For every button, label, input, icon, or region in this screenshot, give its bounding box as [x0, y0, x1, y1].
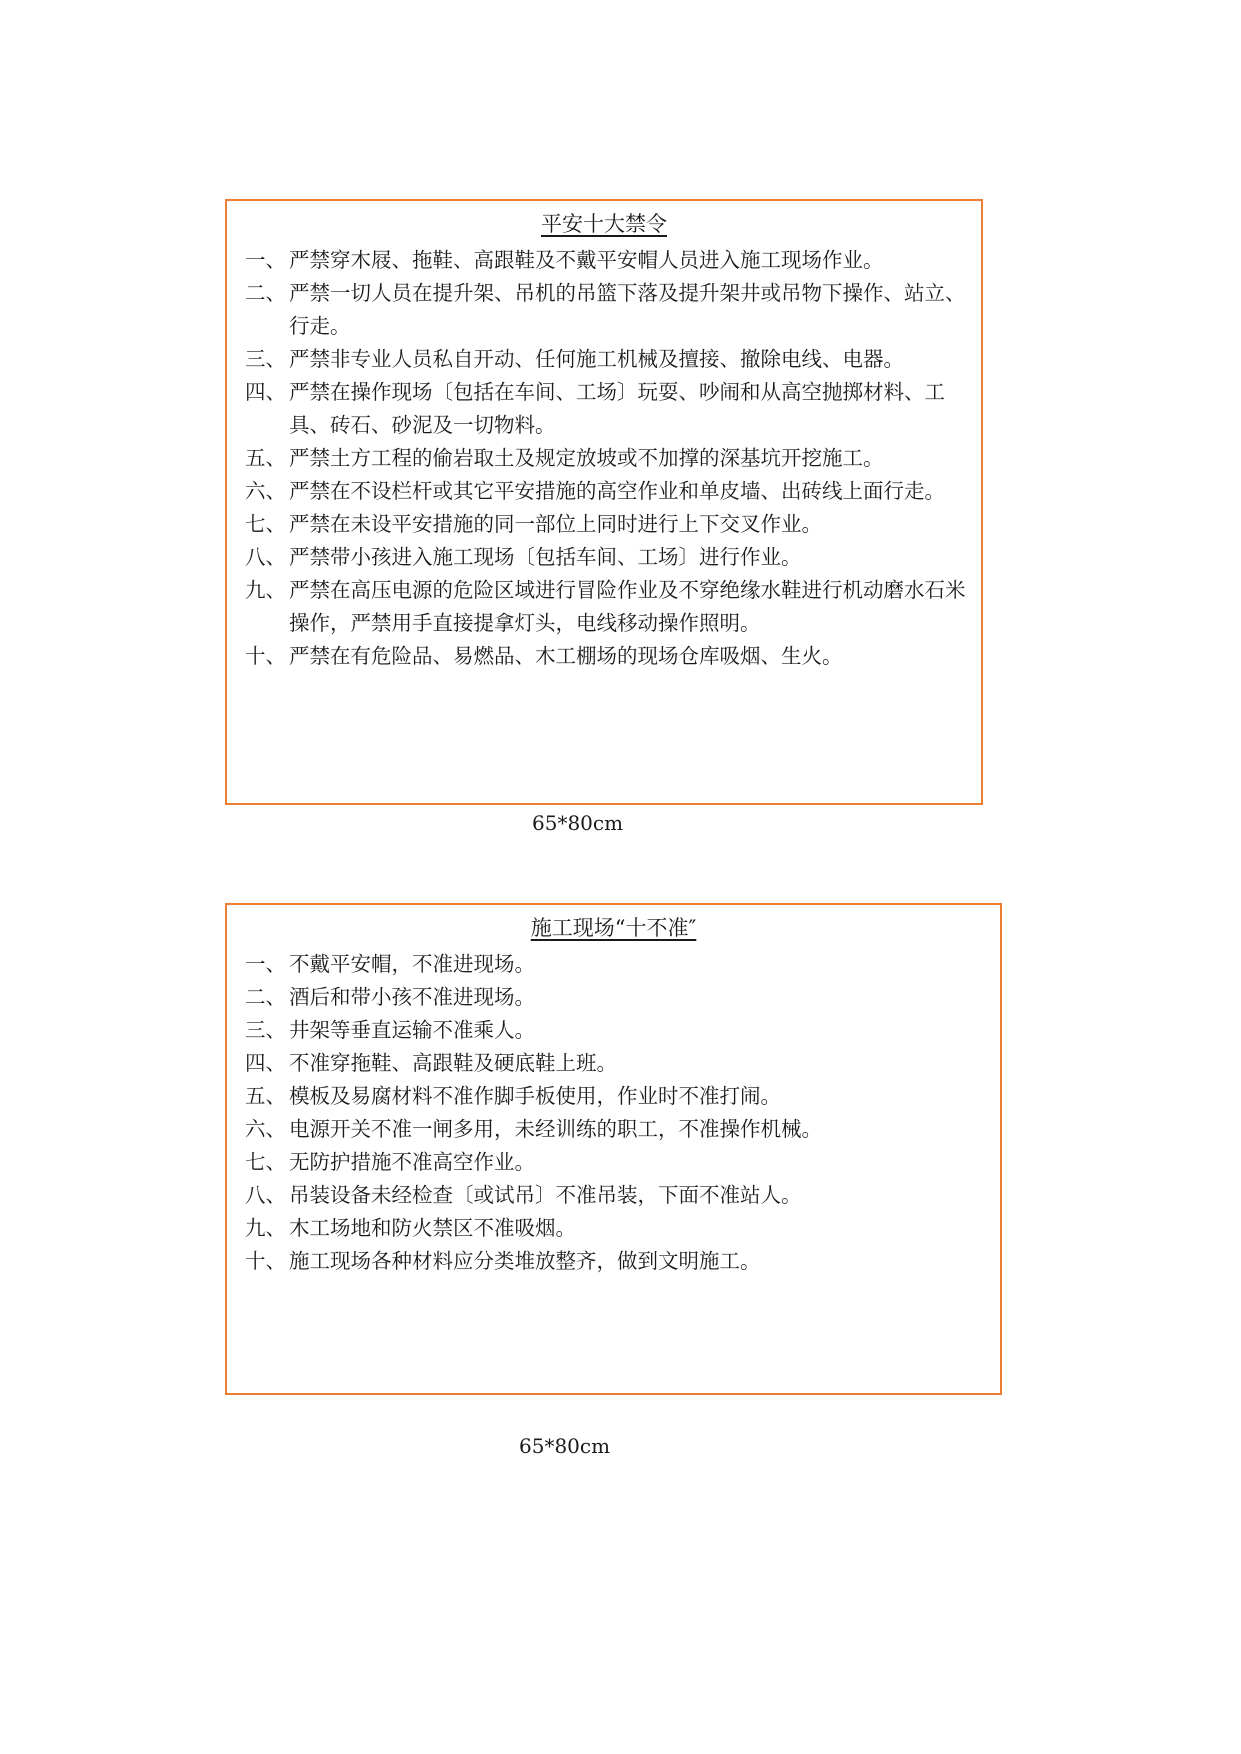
rule-number: 四、 — [245, 1051, 286, 1075]
rule-number: 四、 — [245, 380, 286, 404]
rule-number: 十、 — [245, 644, 286, 668]
rule-number: 三、 — [245, 347, 286, 371]
site-ten-rules-sign — [225, 903, 1002, 1395]
rule-item — [245, 508, 973, 541]
rule-text: 严禁在未设平安措施的同一部位上同时进行上下交叉作业。 — [289, 512, 822, 536]
rule-item — [245, 1179, 992, 1212]
rule-item — [245, 1047, 992, 1080]
rule-text: 严禁一切人员在提升架、吊机的吊篮下落及提升架井或吊物下操作、站立、行走。 — [289, 281, 966, 338]
rule-number: 七、 — [245, 512, 286, 536]
rule-number: 十、 — [245, 1249, 286, 1273]
rule-item — [245, 442, 973, 475]
rule-number: 五、 — [245, 1084, 286, 1108]
rule-number: 二、 — [245, 281, 286, 305]
size-caption: 65*80cm — [519, 1434, 611, 1458]
rule-text: 模板及易腐材料不准作脚手板使用，作业时不准打闹。 — [289, 1084, 781, 1108]
rule-item — [245, 376, 973, 442]
rule-text: 无防护措施不准高空作业。 — [289, 1150, 535, 1174]
rule-number: 九、 — [245, 1216, 286, 1240]
sign-title: 施工现场“十不准″ — [530, 916, 697, 940]
rule-number: 二、 — [245, 985, 286, 1009]
rule-item — [245, 948, 992, 981]
rule-item — [245, 1245, 992, 1278]
rule-item — [245, 1014, 992, 1047]
rule-text: 电源开关不准一闸多用，未经训练的职工，不准操作机械。 — [289, 1117, 822, 1141]
rule-text: 严禁在有危险品、易燃品、木工棚场的现场仓库吸烟、生火。 — [289, 644, 843, 668]
rule-item — [245, 277, 973, 343]
safety-prohibitions-sign — [225, 199, 983, 805]
rule-number: 六、 — [245, 1117, 286, 1141]
rule-item — [245, 1212, 992, 1245]
rule-text: 井架等垂直运输不准乘人。 — [289, 1018, 535, 1042]
rule-number: 九、 — [245, 578, 286, 602]
rule-item — [245, 981, 992, 1014]
rule-item — [245, 541, 973, 574]
rules-list — [245, 948, 992, 1278]
rules-list — [245, 244, 973, 673]
rule-number: 六、 — [245, 479, 286, 503]
rule-number: 八、 — [245, 1183, 286, 1207]
rule-text: 严禁非专业人员私自开动、任何施工机械及擅接、撤除电线、电器。 — [289, 347, 904, 371]
rule-number: 七、 — [245, 1150, 286, 1174]
rule-text: 严禁在操作现场〔包括在车间、工场〕玩耍、吵闹和从高空抛掷材料、工具、砖石、砂泥及一切物料。 — [289, 380, 945, 437]
sign-title: 平安十大禁令 — [541, 212, 667, 236]
rule-number: 五、 — [245, 446, 286, 470]
rule-text: 严禁在不设栏杆或其它平安措施的高空作业和单皮墙、出砖线上面行走。 — [289, 479, 945, 503]
rule-item — [245, 1113, 992, 1146]
rule-text: 吊装设备未经检查〔或试吊〕不准吊装，下面不准站人。 — [289, 1183, 802, 1207]
rule-text: 严禁穿木屐、拖鞋、高跟鞋及不戴平安帽人员进入施工现场作业。 — [289, 248, 884, 272]
rule-text: 木工场地和防火禁区不准吸烟。 — [289, 1216, 576, 1240]
rule-text: 严禁带小孩进入施工现场〔包括车间、工场〕进行作业。 — [289, 545, 802, 569]
rule-item — [245, 1080, 992, 1113]
rule-number: 八、 — [245, 545, 286, 569]
rule-text: 不戴平安帽，不准进现场。 — [289, 952, 535, 976]
rule-item — [245, 1146, 992, 1179]
rule-item — [245, 475, 973, 508]
rule-text: 酒后和带小孩不准进现场。 — [289, 985, 535, 1009]
rule-item — [245, 244, 973, 277]
rule-number: 一、 — [245, 952, 286, 976]
rule-item — [245, 574, 973, 640]
rule-text: 严禁在高压电源的危险区域进行冒险作业及不穿绝缘水鞋进行机动磨水石米操作，严禁用手直接提拿灯头，电线移动操作照明。 — [289, 578, 966, 635]
rule-text: 不准穿拖鞋、高跟鞋及硬底鞋上班。 — [289, 1051, 617, 1075]
size-caption: 65*80cm — [532, 811, 624, 835]
rule-number: 三、 — [245, 1018, 286, 1042]
rule-number: 一、 — [245, 248, 286, 272]
rule-text: 施工现场各种材料应分类堆放整齐，做到文明施工。 — [289, 1249, 761, 1273]
rule-text: 严禁土方工程的偷岩取土及规定放坡或不加撑的深基坑开挖施工。 — [289, 446, 884, 470]
rule-item — [245, 640, 973, 673]
rule-item — [245, 343, 973, 376]
